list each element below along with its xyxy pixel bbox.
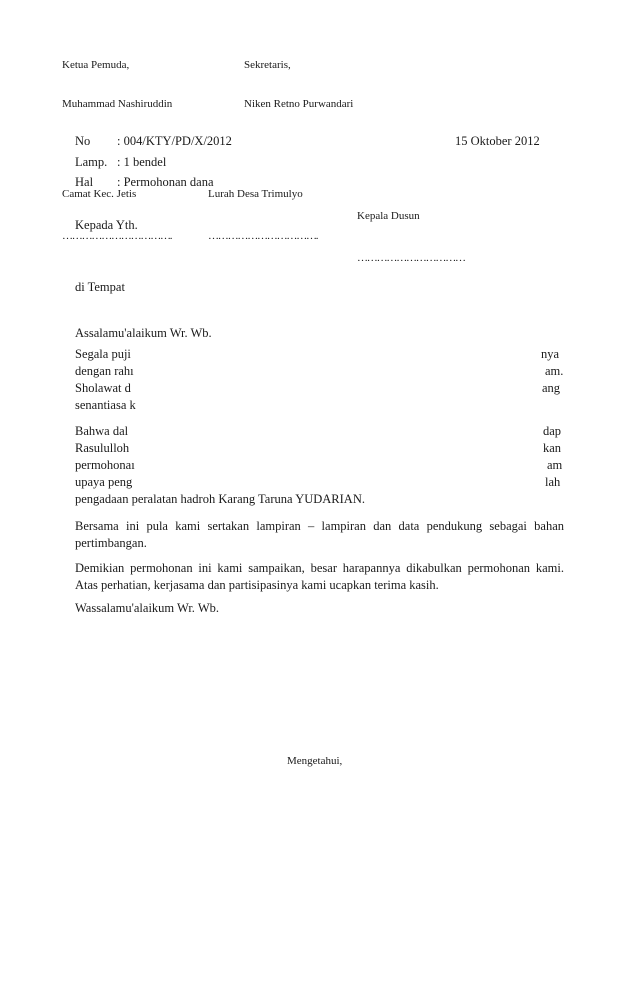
- p2-line3-left: permohonaı: [75, 458, 135, 472]
- p3-line2: pertimbangan.: [75, 536, 147, 551]
- p1-line2-right: am.: [545, 364, 564, 378]
- p2-line2-left: Rasululloh: [75, 441, 130, 455]
- lurah-recipient: Lurah Desa Trimulyo: [208, 188, 303, 200]
- ketua-pemuda-name: Muhammad Nashiruddin: [62, 98, 173, 110]
- kepada-yth: Kepada Yth.: [75, 218, 138, 232]
- p2-line4-left: upaya peng: [75, 475, 133, 489]
- p3-line1: Bersama ini pula kami sertakan lampiran – lampiran dan data pendukung sebagai bahan: [75, 519, 564, 533]
- dots-mid: …………………………….: [208, 230, 318, 242]
- sekretaris-title: Sekretaris,: [244, 59, 291, 71]
- p2-line4-right: lah: [545, 475, 561, 489]
- ketua-pemuda-title: Ketua Pemuda,: [62, 59, 130, 71]
- dots-left: …………………………….: [62, 230, 172, 242]
- p2-line2-right: kan: [543, 441, 562, 455]
- no-label: No: [75, 134, 91, 148]
- p1-line3-right: ang: [542, 381, 561, 395]
- paragraph-lampiran: [75, 518, 564, 553]
- hal-value: : Permohonan dana: [117, 175, 214, 189]
- p4-line1: Demikian permohonan ini kami sampaikan, besar harapannya dikabulkan permohonan kami.: [75, 561, 564, 575]
- letter-date: 15 Oktober 2012: [455, 134, 540, 148]
- sekretaris-name: Niken Retno Purwandari: [244, 98, 354, 110]
- salam-closing: Wassalamu'alaikum Wr. Wb.: [75, 601, 220, 615]
- p2-line1-right: dap: [543, 424, 562, 438]
- paragraph-demikian: [75, 560, 564, 595]
- mengetahui: Mengetahui,: [287, 755, 343, 767]
- p4-line2: Atas perhatian, kerjasama dan partisipasinya kami ucapkan terima kasih.: [75, 578, 439, 593]
- p1-line4-left: senantiasa k: [75, 398, 136, 412]
- hal-label: Hal: [75, 175, 94, 189]
- p1-line1-right: nya: [541, 347, 560, 361]
- p1-line3-left: Sholawat d: [75, 381, 131, 395]
- di-tempat: di Tempat: [75, 280, 125, 294]
- lamp-label: Lamp.: [75, 155, 108, 169]
- no-value: : 004/KTY/PD/X/2012: [117, 134, 232, 148]
- p2-line1-left: Bahwa dal: [75, 424, 129, 438]
- kepala-dusun-recipient: Kepala Dusun: [357, 210, 420, 222]
- p2-line5: pengadaan peralatan hadroh Karang Taruna YUDARIAN.: [75, 492, 365, 506]
- lamp-value: : 1 bendel: [117, 155, 167, 169]
- p1-line2-left: dengan rahı: [75, 364, 134, 378]
- p2-line3-right: am: [547, 458, 563, 472]
- salam-opening: Assalamu'alaikum Wr. Wb.: [75, 326, 212, 340]
- p1-line1-left: Segala puji: [75, 347, 131, 361]
- camat-recipient: Camat Kec. Jetis: [62, 188, 137, 200]
- dots-right: ……………………………: [357, 252, 465, 264]
